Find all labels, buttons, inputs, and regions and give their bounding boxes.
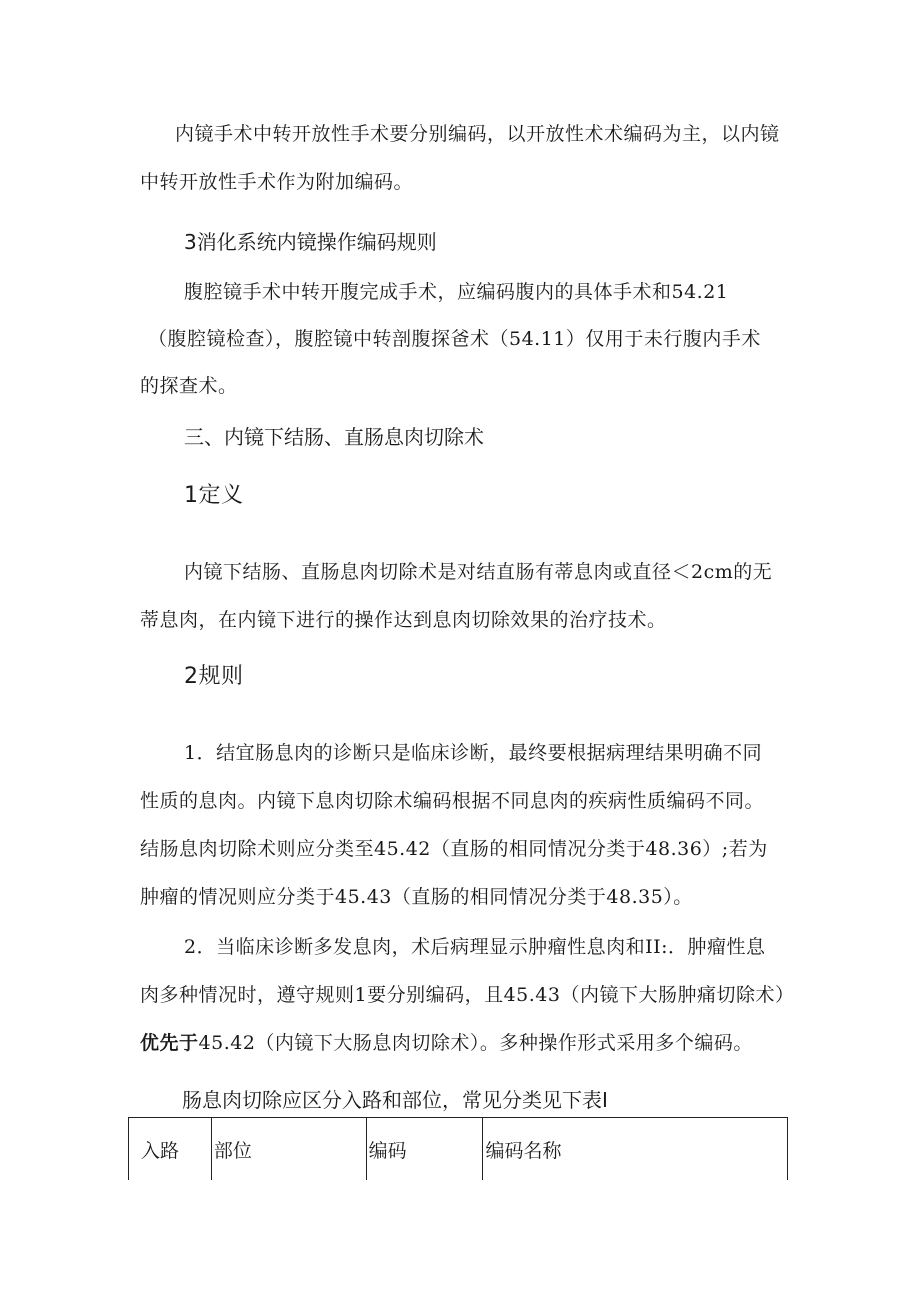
coding-table [128, 1117, 788, 1180]
paragraph-line: 肿瘤的情况则应分类于45.43（直肠的相同情况分类于48.35）。 [140, 886, 693, 908]
table-caption: 肠息肉切除应区分入路和部位，常见分类见下表I [182, 1088, 608, 1112]
paragraph-line: 2．当临床诊断多发息肉，术后病理显示肿瘤性息肉和II:．肿瘤性息 [184, 936, 766, 958]
paragraph-text: 45.42（内镜下大肠息肉切除术）。多种操作形式采用多个编码。 [198, 1032, 753, 1054]
paragraph-line: 腹腔镜手术中转开腹完成手术，应编码腹内的具体手术和54.21 [184, 281, 729, 303]
paragraph-line: 肉多种情况时，遵守规则1要分别编码，且45.43（内镜下大肠肿痛切除术） [140, 984, 795, 1006]
section-heading: 三、内镜下结肠、直肠息肉切除术 [184, 425, 484, 449]
table-header-cell: 部位 [211, 1118, 366, 1181]
table-header-cell: 入路 [129, 1118, 212, 1181]
paragraph-line: 性质的息肉。内镜下息肉切除术编码根据不同息肉的疾病性质编码不同。 [140, 790, 765, 812]
paragraph-line: 内镜手术中转开放性手术要分别编码，以开放性术术编码为主，以内镜 [175, 123, 780, 145]
paragraph-line: 1．结宜肠息肉的诊断只是临床诊断，最终要根据病理结果明确不同 [184, 742, 763, 764]
paragraph-line: 的探查术。 [140, 375, 238, 397]
table-header-row [129, 1118, 788, 1181]
section-heading: 3消化系统内镜操作编码规则 [184, 230, 437, 254]
paragraph-line: （腹腔镜检查），腹腔镜中转剖腹探爸术（54.11）仅用于未行腹内手术 [148, 328, 761, 350]
paragraph-line: 结肠息肉切除术则应分类至45.42（直肠的相同情况分类于48.36）;若为 [140, 838, 768, 860]
subsection-heading: 1定义 [184, 483, 244, 508]
table-header-cell: 编码 [366, 1118, 483, 1181]
emphasis-text: 优先于 [140, 1032, 199, 1054]
table-header-cell: 编码名称 [483, 1118, 788, 1181]
paragraph-line: 内镜下结肠、直肠息肉切除术是对结直肠有蒂息肉或直径＜2cm的无 [184, 561, 773, 583]
paragraph-line [140, 1031, 753, 1055]
subsection-heading: 2规则 [184, 664, 244, 689]
paragraph-line: 中转开放性手术作为附加编码。 [140, 171, 414, 193]
paragraph-line: 蒂息肉，在内镜下进行的操作达到息肉切除效果的治疗技术。 [140, 609, 667, 631]
